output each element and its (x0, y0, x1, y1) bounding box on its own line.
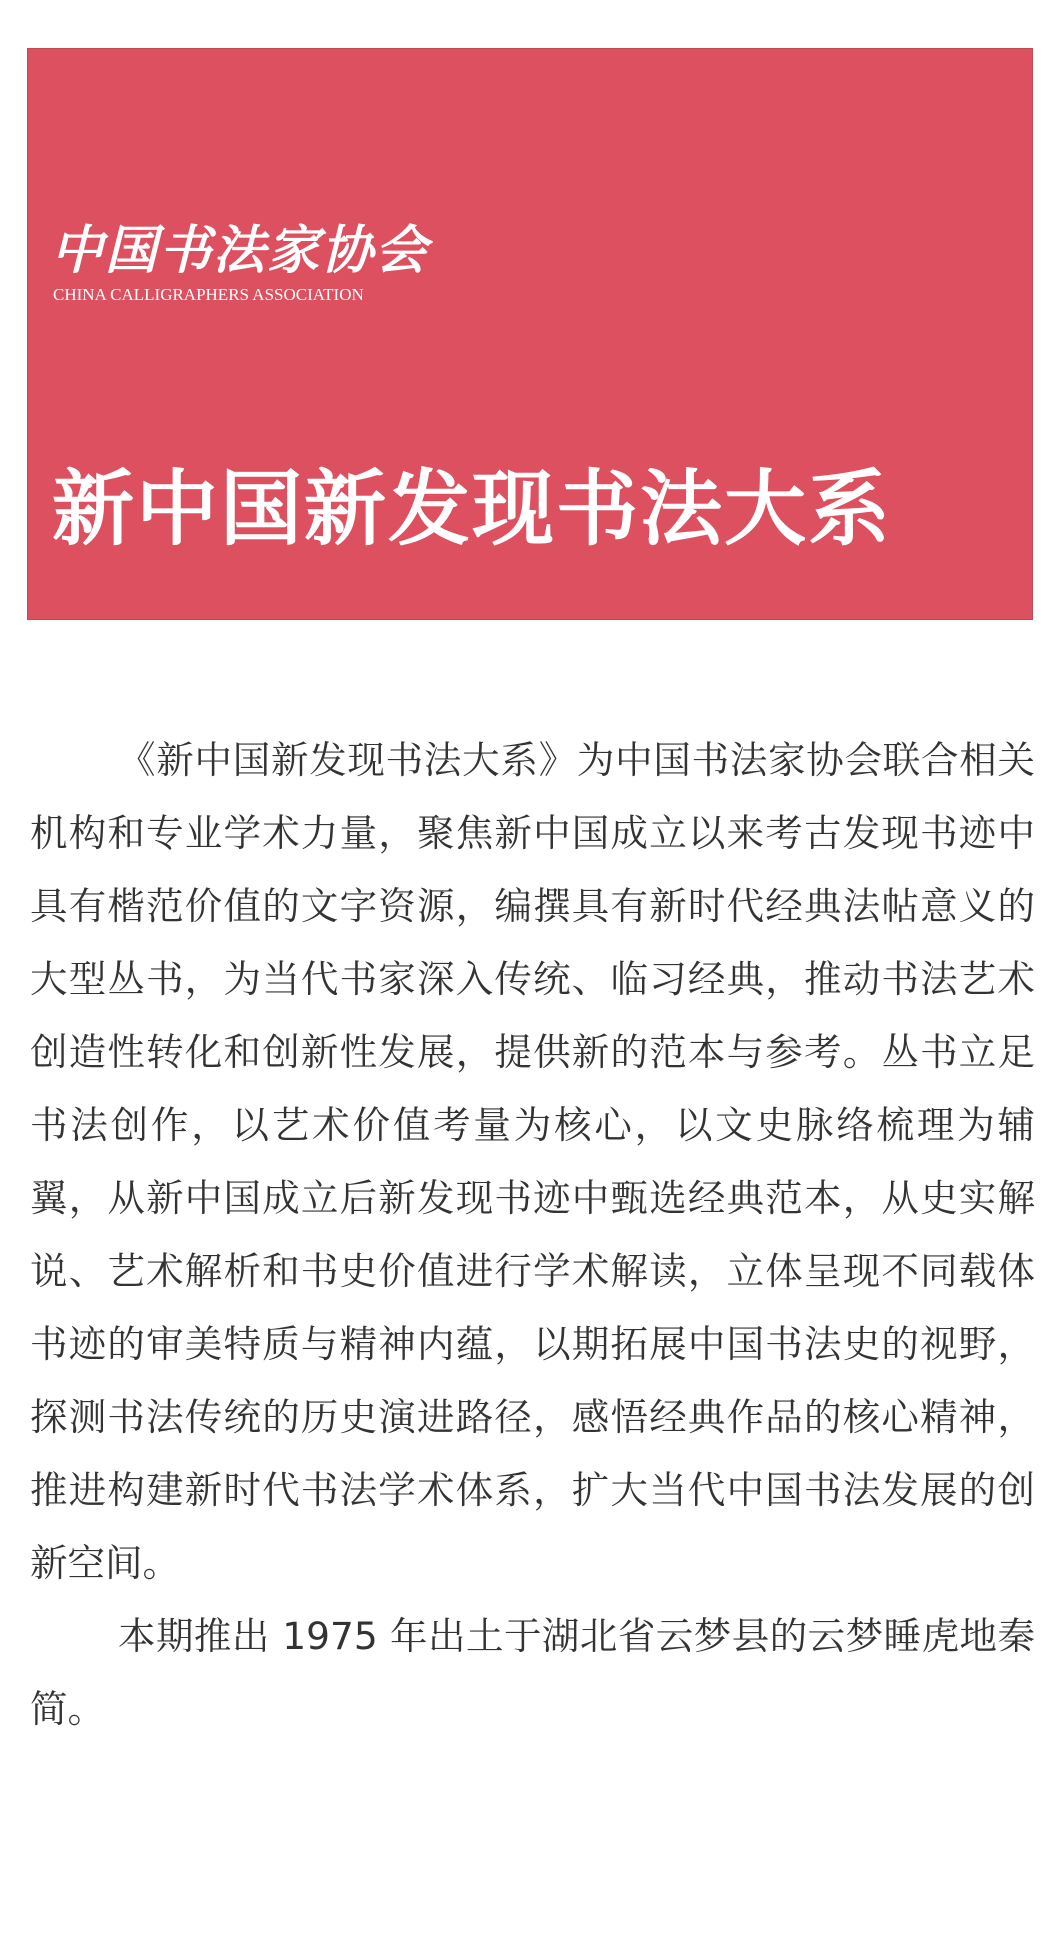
header-banner (27, 48, 1033, 620)
association-logo-english: CHINA CALLIGRAPHERS ASSOCIATION (53, 285, 364, 304)
association-logo-chinese: 中国书法家协会 (51, 220, 430, 281)
article-body (30, 724, 1035, 1746)
series-title: 新中国新发现书法大系 (52, 461, 893, 557)
intro-paragraph: 《新中国新发现书法大系》为中国书法家协会联合相关机构和专业学术力量，聚焦新中国成立以来考古发现书迹中具有楷范价值的文字资源，编撰具有新时代经典法帖意义的大型丛书，为当代书家深入传统、临习经典，推动书法艺术创造性转化和创新性发展，提供新的范本与参考。丛书立足书法创作，以艺术价值考量为核心，以文史脉络梳理为辅翼，从新中国成立后新发现书迹中甄选经典范本，从史实解说、艺术解析和书史价值进行学术解读，立体呈现不同载体书迹的审美特质与精神内蕴，以期拓展中国书法史的视野，探测书法传统的历史演进路径，感悟经典作品的核心精神，推进构建新时代书法学术体系，扩大当代中国书法发展的创新空间。 (30, 738, 1035, 1585)
issue-paragraph: 本期推出 1975 年出土于湖北省云梦县的云梦睡虎地秦简。 (30, 1614, 1035, 1731)
